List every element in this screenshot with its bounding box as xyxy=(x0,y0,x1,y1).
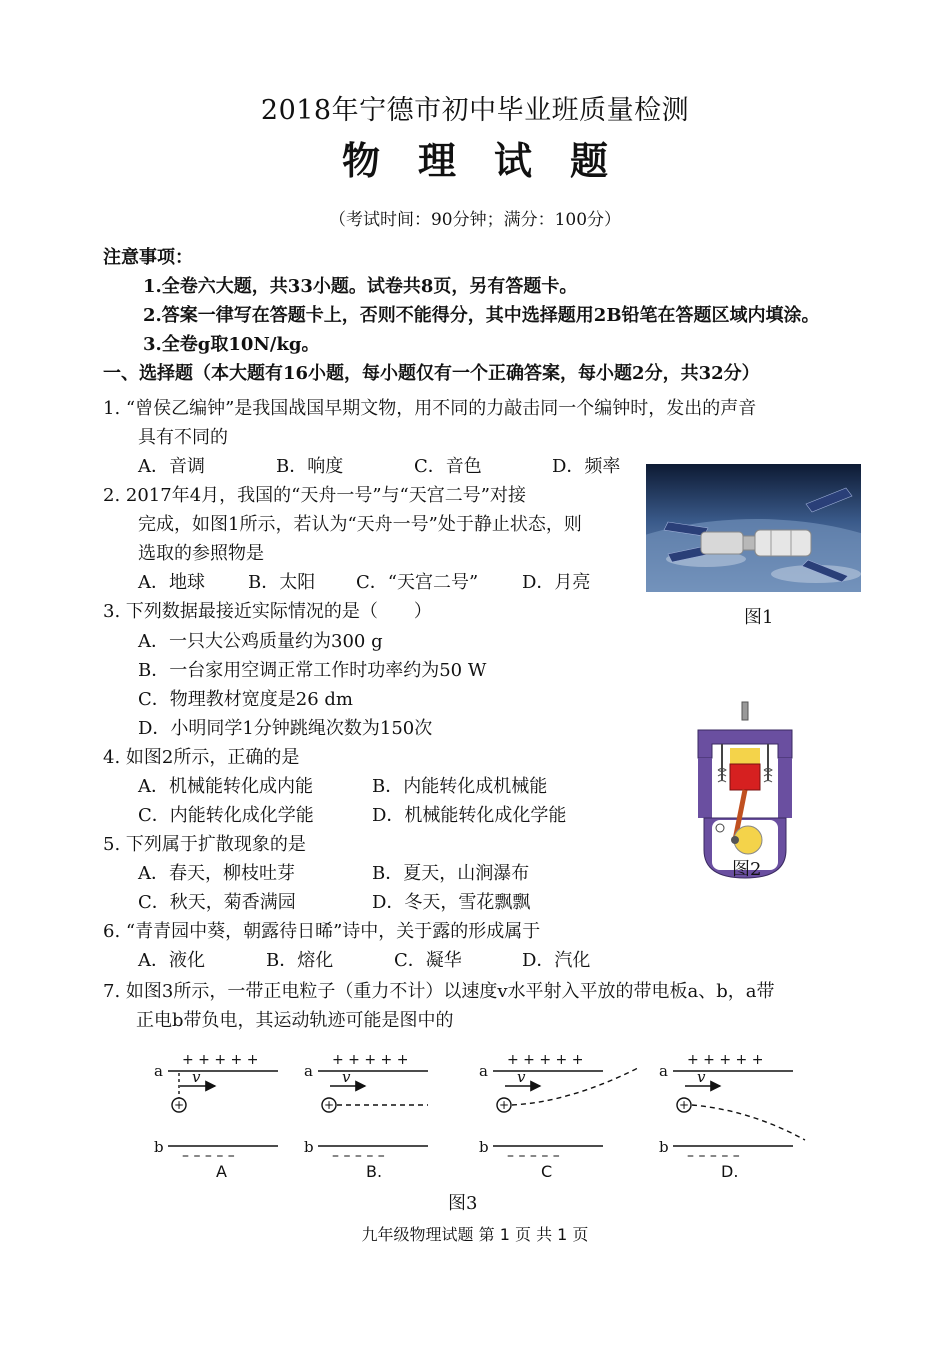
q3-option-c: C．物理教材宽度是26 dm xyxy=(138,689,353,710)
figure-3-caption: 图3 xyxy=(448,1193,478,1214)
section-heading: 一、选择题（本大题有16小题，每小题仅有一个正确答案，每小题2分，共32分） xyxy=(103,363,760,384)
exam-subtitle: （考试时间：90分钟；满分：100分） xyxy=(328,210,622,230)
q3-option-a: A．一只大公鸡质量约为300 g xyxy=(138,631,383,652)
q1-option-b: B．响度 xyxy=(276,456,344,477)
exam-title: 2018年宁德市初中毕业班质量检测 xyxy=(260,95,690,126)
q1-option-d: D．频率 xyxy=(552,456,621,477)
figure-1-label: 图1 xyxy=(744,607,774,628)
q4-option-b: B．内能转化成机械能 xyxy=(372,776,548,797)
plate-b-label: b xyxy=(304,1138,314,1156)
notice-item-3: 3.全卷g取10N/kg。 xyxy=(143,334,320,355)
notice-item-1: 1.全卷六大题，共33小题。试卷共8页，另有答题卡。 xyxy=(143,276,578,297)
plate-b-label: b xyxy=(479,1138,489,1156)
q5-option-d: D．冬天，雪花飘飘 xyxy=(372,892,531,913)
plate-a-label: a xyxy=(479,1062,488,1080)
q3-option-d: D．小明同学1分钟跳绳次数为150次 xyxy=(138,718,433,739)
panel-label-c: C xyxy=(541,1162,553,1181)
q7-stem-cont: 正电b带负电，其运动轨迹可能是图中的 xyxy=(136,1010,454,1031)
velocity-label: v xyxy=(192,1068,201,1086)
q1-option-a: A．音调 xyxy=(138,456,205,477)
plate-b-charges: – – – – – xyxy=(507,1148,560,1164)
plate-a-charges: + + + + + xyxy=(182,1052,259,1068)
q1-stem-cont: 具有不同的 xyxy=(138,427,228,448)
plate-a-charges: + + + + + xyxy=(507,1052,584,1068)
figure-2-label: 图2 xyxy=(732,859,762,880)
plate-b-label: b xyxy=(659,1138,669,1156)
notice-item-2: 2.答案一律写在答题卡上，否则不能得分，其中选择题用2B铅笔在答题区域内填涂。 xyxy=(143,305,820,326)
velocity-label: v xyxy=(342,1068,351,1086)
q1-option-c: C．音色 xyxy=(414,456,482,477)
q6-option-a: A．液化 xyxy=(138,950,205,971)
page-footer: 九年级物理试题 第 1 页 共 1 页 xyxy=(361,1225,589,1244)
q6-stem: 6. “青青园中葵，朝露待日晞”诗中，关于露的形成属于 xyxy=(103,921,541,942)
panel-label-b: B. xyxy=(366,1162,383,1181)
q4-stem: 4. 如图2所示，正确的是 xyxy=(103,747,300,768)
q2-stem-cont: 完成，如图1所示，若认为“天舟一号”处于静止状态，则 xyxy=(138,514,582,535)
q4-option-d: D．机械能转化成化学能 xyxy=(372,805,567,826)
plate-a-charges: + + + + + xyxy=(687,1052,764,1068)
q2-stem-cont2: 选取的参照物是 xyxy=(138,543,264,564)
svg-text:+: + xyxy=(323,1098,335,1112)
svg-text:+: + xyxy=(678,1098,690,1112)
figure-2-engine xyxy=(690,700,802,880)
plate-a-label: a xyxy=(154,1062,163,1080)
q2-option-b: B．太阳 xyxy=(248,572,316,593)
plate-b-charges: – – – – – xyxy=(687,1148,740,1164)
q4-option-a: A．机械能转化成内能 xyxy=(138,776,313,797)
q6-option-c: C．凝华 xyxy=(394,950,462,971)
plate-a-label: a xyxy=(304,1062,313,1080)
figure-1-spacecraft xyxy=(646,464,861,592)
notice-heading: 注意事项： xyxy=(103,247,193,268)
q2-stem: 2. 2017年4月，我国的“天舟一号”与“天宫二号”对接 xyxy=(103,485,526,506)
q2-option-d: D．月亮 xyxy=(522,572,591,593)
svg-text:+: + xyxy=(173,1098,185,1112)
plate-a-label: a xyxy=(659,1062,668,1080)
velocity-label: v xyxy=(517,1068,526,1086)
q5-option-c: C．秋天，菊香满园 xyxy=(138,892,296,913)
q5-option-b: B．夏天，山涧瀑布 xyxy=(372,863,530,884)
velocity-label: v xyxy=(697,1068,706,1086)
svg-text:+: + xyxy=(498,1098,510,1112)
q1-stem: 1. “曾侯乙编钟”是我国战国早期文物，用不同的力敲击同一个编钟时，发出的声音 xyxy=(103,398,757,419)
q4-option-c: C．内能转化成化学能 xyxy=(138,805,314,826)
q5-option-a: A．春天，柳枝吐芽 xyxy=(138,863,295,884)
q6-option-d: D．汽化 xyxy=(522,950,591,971)
figure-3 xyxy=(150,1050,830,1185)
panel-label-d: D. xyxy=(721,1162,739,1181)
q5-stem: 5. 下列属于扩散现象的是 xyxy=(103,834,306,855)
plate-b-label: b xyxy=(154,1138,164,1156)
q7-stem: 7. 如图3所示，一带正电粒子（重力不计）以速度v水平射入平放的带电板a、b，a带 xyxy=(103,981,775,1002)
plate-b-charges: – – – – – xyxy=(332,1148,385,1164)
plate-b-charges: – – – – – xyxy=(182,1148,235,1164)
q2-option-c: C．“天宫二号” xyxy=(356,572,479,593)
subject-title: 物理试题 xyxy=(341,138,646,183)
q3-stem: 3. 下列数据最接近实际情况的是（ ） xyxy=(103,601,432,622)
plate-a-charges: + + + + + xyxy=(332,1052,409,1068)
panel-label-a: A xyxy=(216,1162,227,1181)
q3-option-b: B．一台家用空调正常工作时功率约为50 W xyxy=(138,660,487,681)
q2-option-a: A．地球 xyxy=(138,572,205,593)
q6-option-b: B．熔化 xyxy=(266,950,334,971)
